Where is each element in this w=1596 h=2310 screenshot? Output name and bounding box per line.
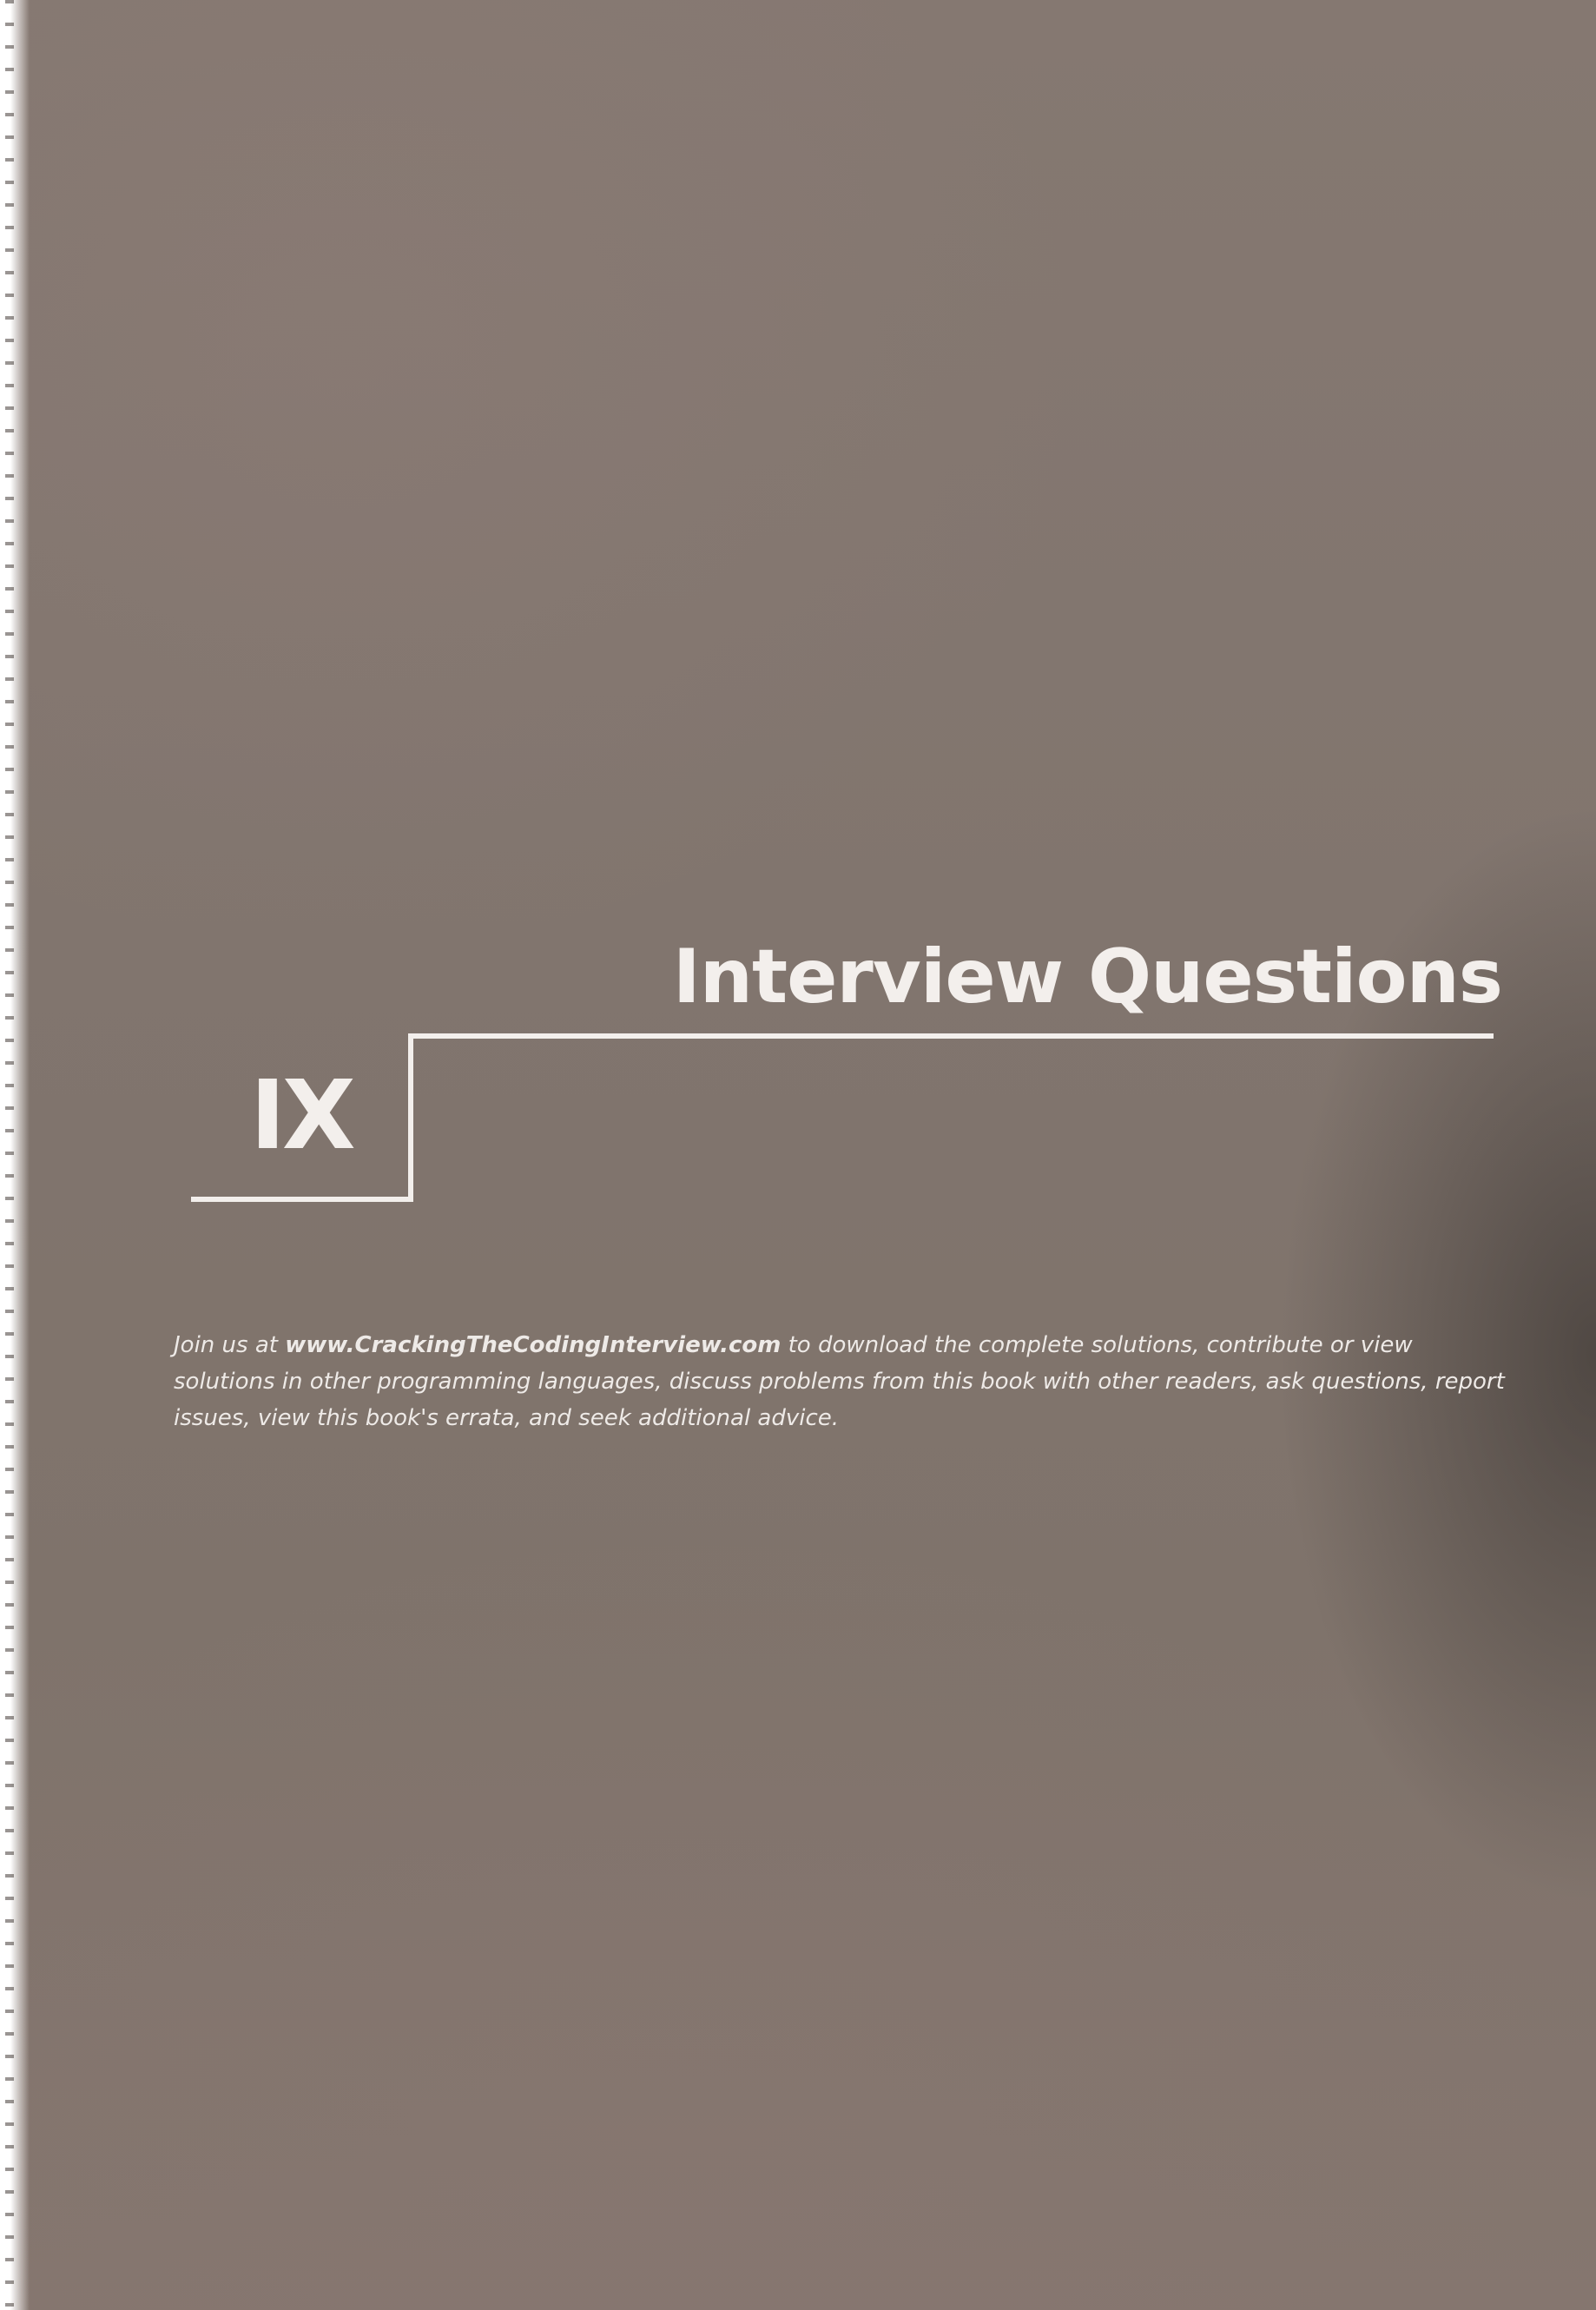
numeral-underline-rule	[191, 1197, 413, 1202]
spiral-binding-holes	[5, 0, 14, 2310]
blurb-prefix: Join us at	[174, 1332, 286, 1358]
title-underline-rule	[408, 1033, 1494, 1039]
section-numeral: IX	[250, 1059, 353, 1171]
section-title: Interview Questions	[672, 934, 1502, 1020]
step-vertical-rule	[408, 1033, 413, 1202]
website-url: www.CrackingTheCodingInterview.com	[285, 1332, 782, 1358]
website-blurb	[174, 1327, 1511, 1436]
blurb-suffix: to download the complete solutions, contribute or view solutions in other programming languages, discuss problems from this book with other readers, ask questions, report issues, view this book's errata, and seek additional advice.	[174, 1332, 1505, 1431]
